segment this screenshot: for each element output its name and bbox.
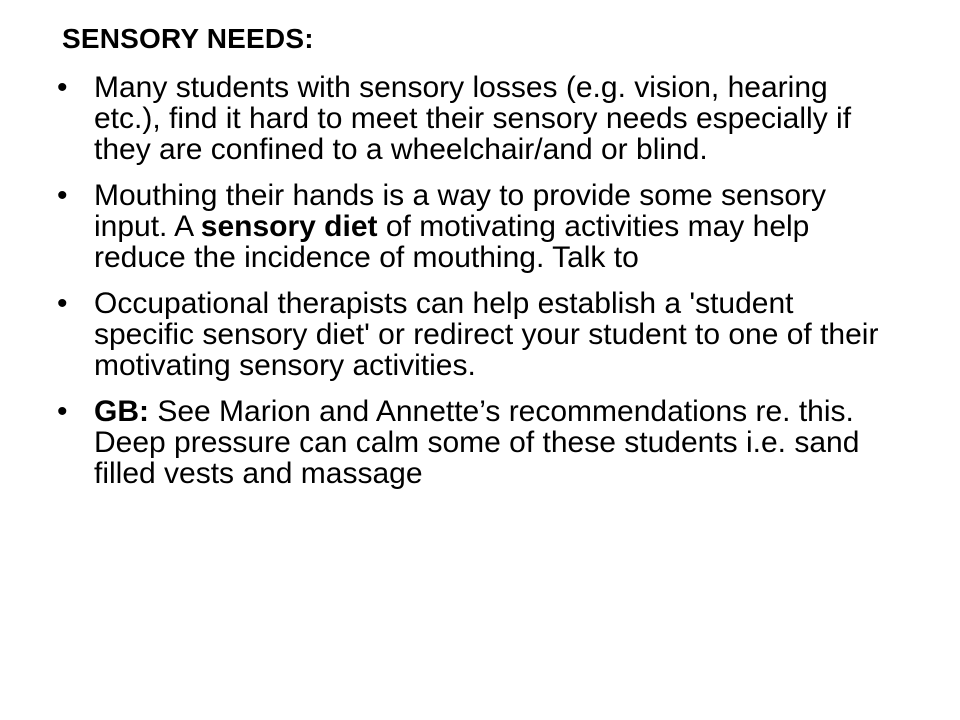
bullet-item-mouthing-hands — [57, 180, 887, 273]
bullet-text-end: See Marion and Annette’s recommendations re. this. Deep pressure can calm some of these students i.e. sand filled vests and massage — [94, 395, 860, 490]
bullet-item-sensory-losses — [57, 72, 887, 165]
bullet-text-start: Mouthing their hands is a way to provide some sensory input. A — [94, 179, 827, 243]
gb-label: GB: — [94, 395, 149, 428]
bullet-text: Occupational therapists can help establish a 'student specific sensory diet' or redirect your student to one of their motivating sensory activities. — [94, 287, 879, 382]
bullet-item-gb-recommendations — [57, 396, 887, 489]
bullet-dot-icon: • — [57, 179, 68, 212]
bullet-list — [57, 72, 887, 504]
bullet-text-end: of motivating activities may help reduce the incidence of mouthing. Talk to — [94, 210, 810, 274]
slide-title: SENSORY NEEDS: — [62, 23, 314, 54]
bullet-text: Many students with sensory losses (e.g. vision, hearing etc.), find it hard to meet their sensory needs especially if they are confined to a wheelchair/and or blind. — [94, 71, 852, 166]
bullet-item-occupational-therapists — [57, 288, 887, 381]
bullet-dot-icon: • — [57, 287, 68, 320]
bullet-dot-icon: • — [57, 71, 68, 104]
bullet-dot-icon: • — [57, 395, 68, 428]
sensory-diet-emphasis: sensory diet — [200, 210, 378, 243]
